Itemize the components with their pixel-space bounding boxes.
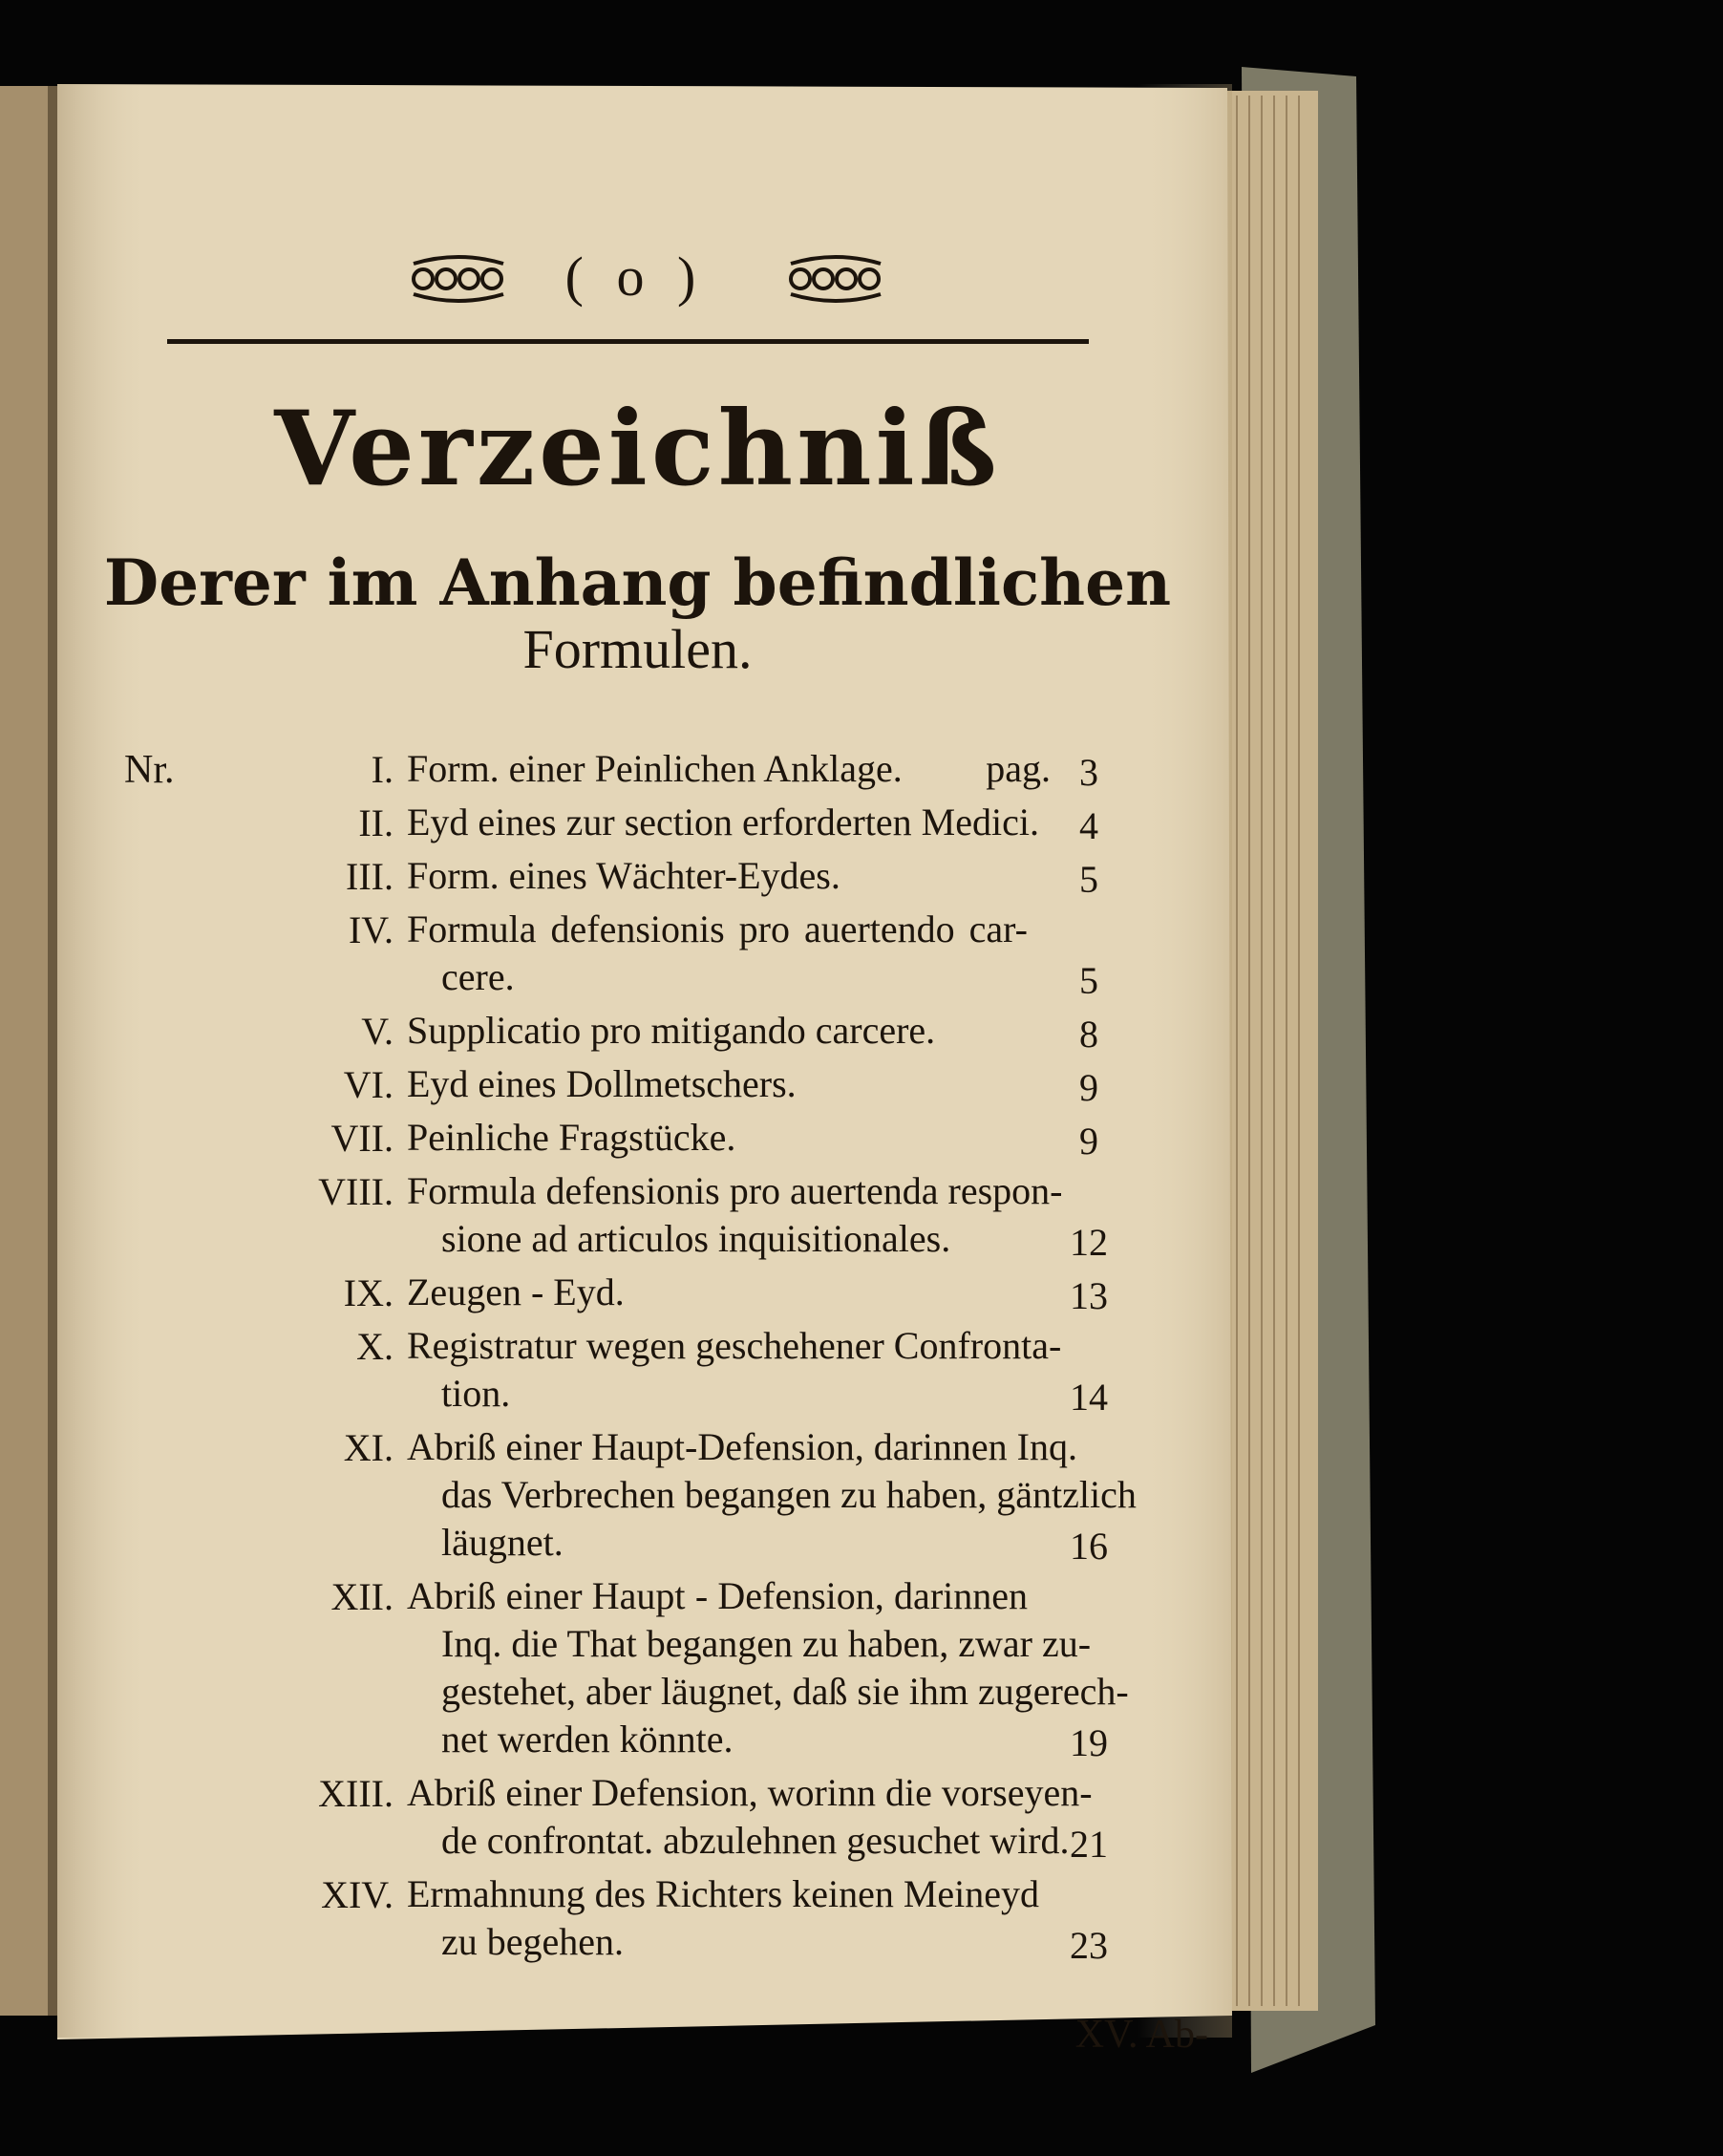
toc-entry-line: de confrontat. abzulehnen gesuchet wird.: [441, 1819, 1070, 1862]
toc-entry-text: [407, 906, 1028, 1001]
toc-entry-line: läugnet.: [441, 1521, 564, 1564]
toc-entry-line: Ermahnung des Richters keinen Meineyd: [407, 1872, 1040, 1915]
toc-entry-line: Form. eines Wächter-Eydes.: [407, 854, 840, 897]
toc-entry-line: Supplicatio pro mitigando carcere.: [407, 1009, 936, 1052]
toc-entry-page: 4: [1079, 804, 1098, 847]
toc-entry-page: 23: [1070, 1924, 1108, 1967]
toc-entry-line: cere.: [441, 955, 515, 998]
toc-entry: [124, 1060, 1127, 1108]
toc-entry: [124, 1322, 1127, 1418]
page-edge-stack: [1227, 91, 1318, 2011]
toc-entry-text: [407, 1870, 1040, 1966]
toc-entry-page: 21: [1070, 1823, 1108, 1866]
toc-entry-number: VIII.: [318, 1170, 394, 1213]
toc-entry-line: tion.: [441, 1372, 511, 1415]
toc-entry-line: Inq. die That begangen zu haben, zwar zu-: [441, 1622, 1092, 1665]
toc-entry-number: VI.: [343, 1063, 394, 1106]
toc-entry-number: II.: [358, 801, 394, 844]
toc-entry-line: Registratur wegen geschehener Confronta-: [407, 1324, 1062, 1367]
toc-entry-text: [407, 1167, 1063, 1263]
toc-entry-number: X.: [356, 1325, 394, 1368]
toc-entry-line: Abriß einer Haupt - Defension, darinnen: [407, 1574, 1028, 1617]
running-header: [124, 229, 1079, 325]
toc-entry-line: sione ad articulos inquisitionales.: [441, 1217, 951, 1260]
toc-entry-text: [407, 852, 1028, 900]
toc-entry: [124, 799, 1127, 846]
toc-entry-text: [407, 745, 1028, 793]
toc-entry-number: XIII.: [318, 1772, 394, 1815]
toc-entry-page: 3: [1079, 751, 1098, 794]
toc-entry-line: Peinliche Fragstücke.: [407, 1116, 736, 1159]
subtitle: Derer im Anhang befindlichen: [103, 545, 1172, 620]
toc-entry-number: V.: [361, 1010, 394, 1053]
toc-entry-text: [407, 1322, 1062, 1418]
table-of-contents: [124, 745, 1137, 1972]
toc-entry-text: [407, 1060, 1028, 1108]
nr-label: Nr.: [124, 748, 175, 792]
toc-entry-number: I.: [371, 748, 394, 791]
toc-entry-number: III.: [346, 855, 394, 898]
toc-entry-line: Abriß einer Defension, worinn die vorseyen-: [407, 1771, 1093, 1814]
toc-entry: [124, 1114, 1127, 1162]
toc-entry-line: Abriß einer Haupt-Defension, darinnen Inq.: [407, 1425, 1077, 1468]
toc-entry: [124, 1167, 1127, 1263]
toc-entry-page: 13: [1070, 1274, 1108, 1317]
toc-entry-page: 8: [1079, 1013, 1098, 1056]
toc-entry: [124, 1423, 1137, 1568]
toc-entry-page: 12: [1070, 1221, 1108, 1264]
toc-entry-page: 5: [1079, 959, 1098, 1002]
toc-entry-number: IX.: [343, 1271, 394, 1314]
subtitle-second-line: Formulen.: [522, 618, 753, 680]
toc-entry-page: 9: [1079, 1066, 1098, 1109]
toc-entry-text: [407, 799, 1039, 846]
toc-entry-number: XII.: [330, 1575, 394, 1618]
toc-entry: [124, 1007, 1127, 1055]
toc-entry: [124, 906, 1127, 1001]
toc-entry-page: 5: [1079, 858, 1098, 901]
toc-entry: [124, 852, 1127, 900]
toc-entry-line: Form. einer Peinlichen Anklage.: [407, 747, 903, 790]
page-marker: ( o ): [564, 245, 706, 308]
toc-entry: [124, 745, 1127, 793]
toc-entry-page: 16: [1070, 1525, 1108, 1568]
toc-entry-line: Eyd eines zur section erforderten Medici.: [407, 800, 1039, 843]
toc-entry-number: XIV.: [321, 1873, 394, 1916]
toc-entry-line: gestehet, aber läugnet, daß sie ihm zugerech-: [441, 1670, 1129, 1713]
toc-entry-line: Zeugen - Eyd.: [407, 1270, 625, 1313]
toc-entry-text: [407, 1269, 1028, 1316]
ornament-icon: [406, 252, 511, 306]
toc-entry-number: XI.: [343, 1426, 394, 1469]
toc-entry-line: Formula defensionis pro auertenda respon-: [407, 1169, 1063, 1212]
toc-entry-line: Formula defensionis pro auertendo car-: [407, 907, 1028, 950]
toc-entry: [124, 1769, 1127, 1865]
catchword: XV. Ab-: [1074, 2013, 1208, 2057]
toc-entry-page: 9: [1079, 1120, 1098, 1163]
toc-entry-line: das Verbrechen begangen zu haben, gäntzlich: [441, 1473, 1137, 1516]
toc-entry-page: 19: [1070, 1721, 1108, 1764]
toc-entry-text: [407, 1114, 1028, 1162]
header-rule: [167, 339, 1089, 344]
toc-entry: [124, 1870, 1127, 1966]
toc-entry-text: [407, 1007, 1028, 1055]
toc-entry: [124, 1572, 1127, 1763]
page-title: Verzeichniß: [274, 389, 1001, 509]
toc-entry-line: Eyd eines Dollmetschers.: [407, 1062, 797, 1105]
toc-entry-page: 14: [1070, 1376, 1108, 1419]
toc-entry-number: VII.: [330, 1117, 394, 1160]
pag-label: pag.: [986, 747, 1051, 790]
toc-entry: [124, 1269, 1127, 1316]
book-page: [48, 86, 1227, 2057]
toc-entry-line: zu begehen.: [441, 1920, 625, 1963]
ornament-icon: [783, 252, 888, 306]
toc-entry-number: IV.: [348, 908, 394, 951]
toc-entry-line: net werden könnte.: [441, 1718, 734, 1761]
